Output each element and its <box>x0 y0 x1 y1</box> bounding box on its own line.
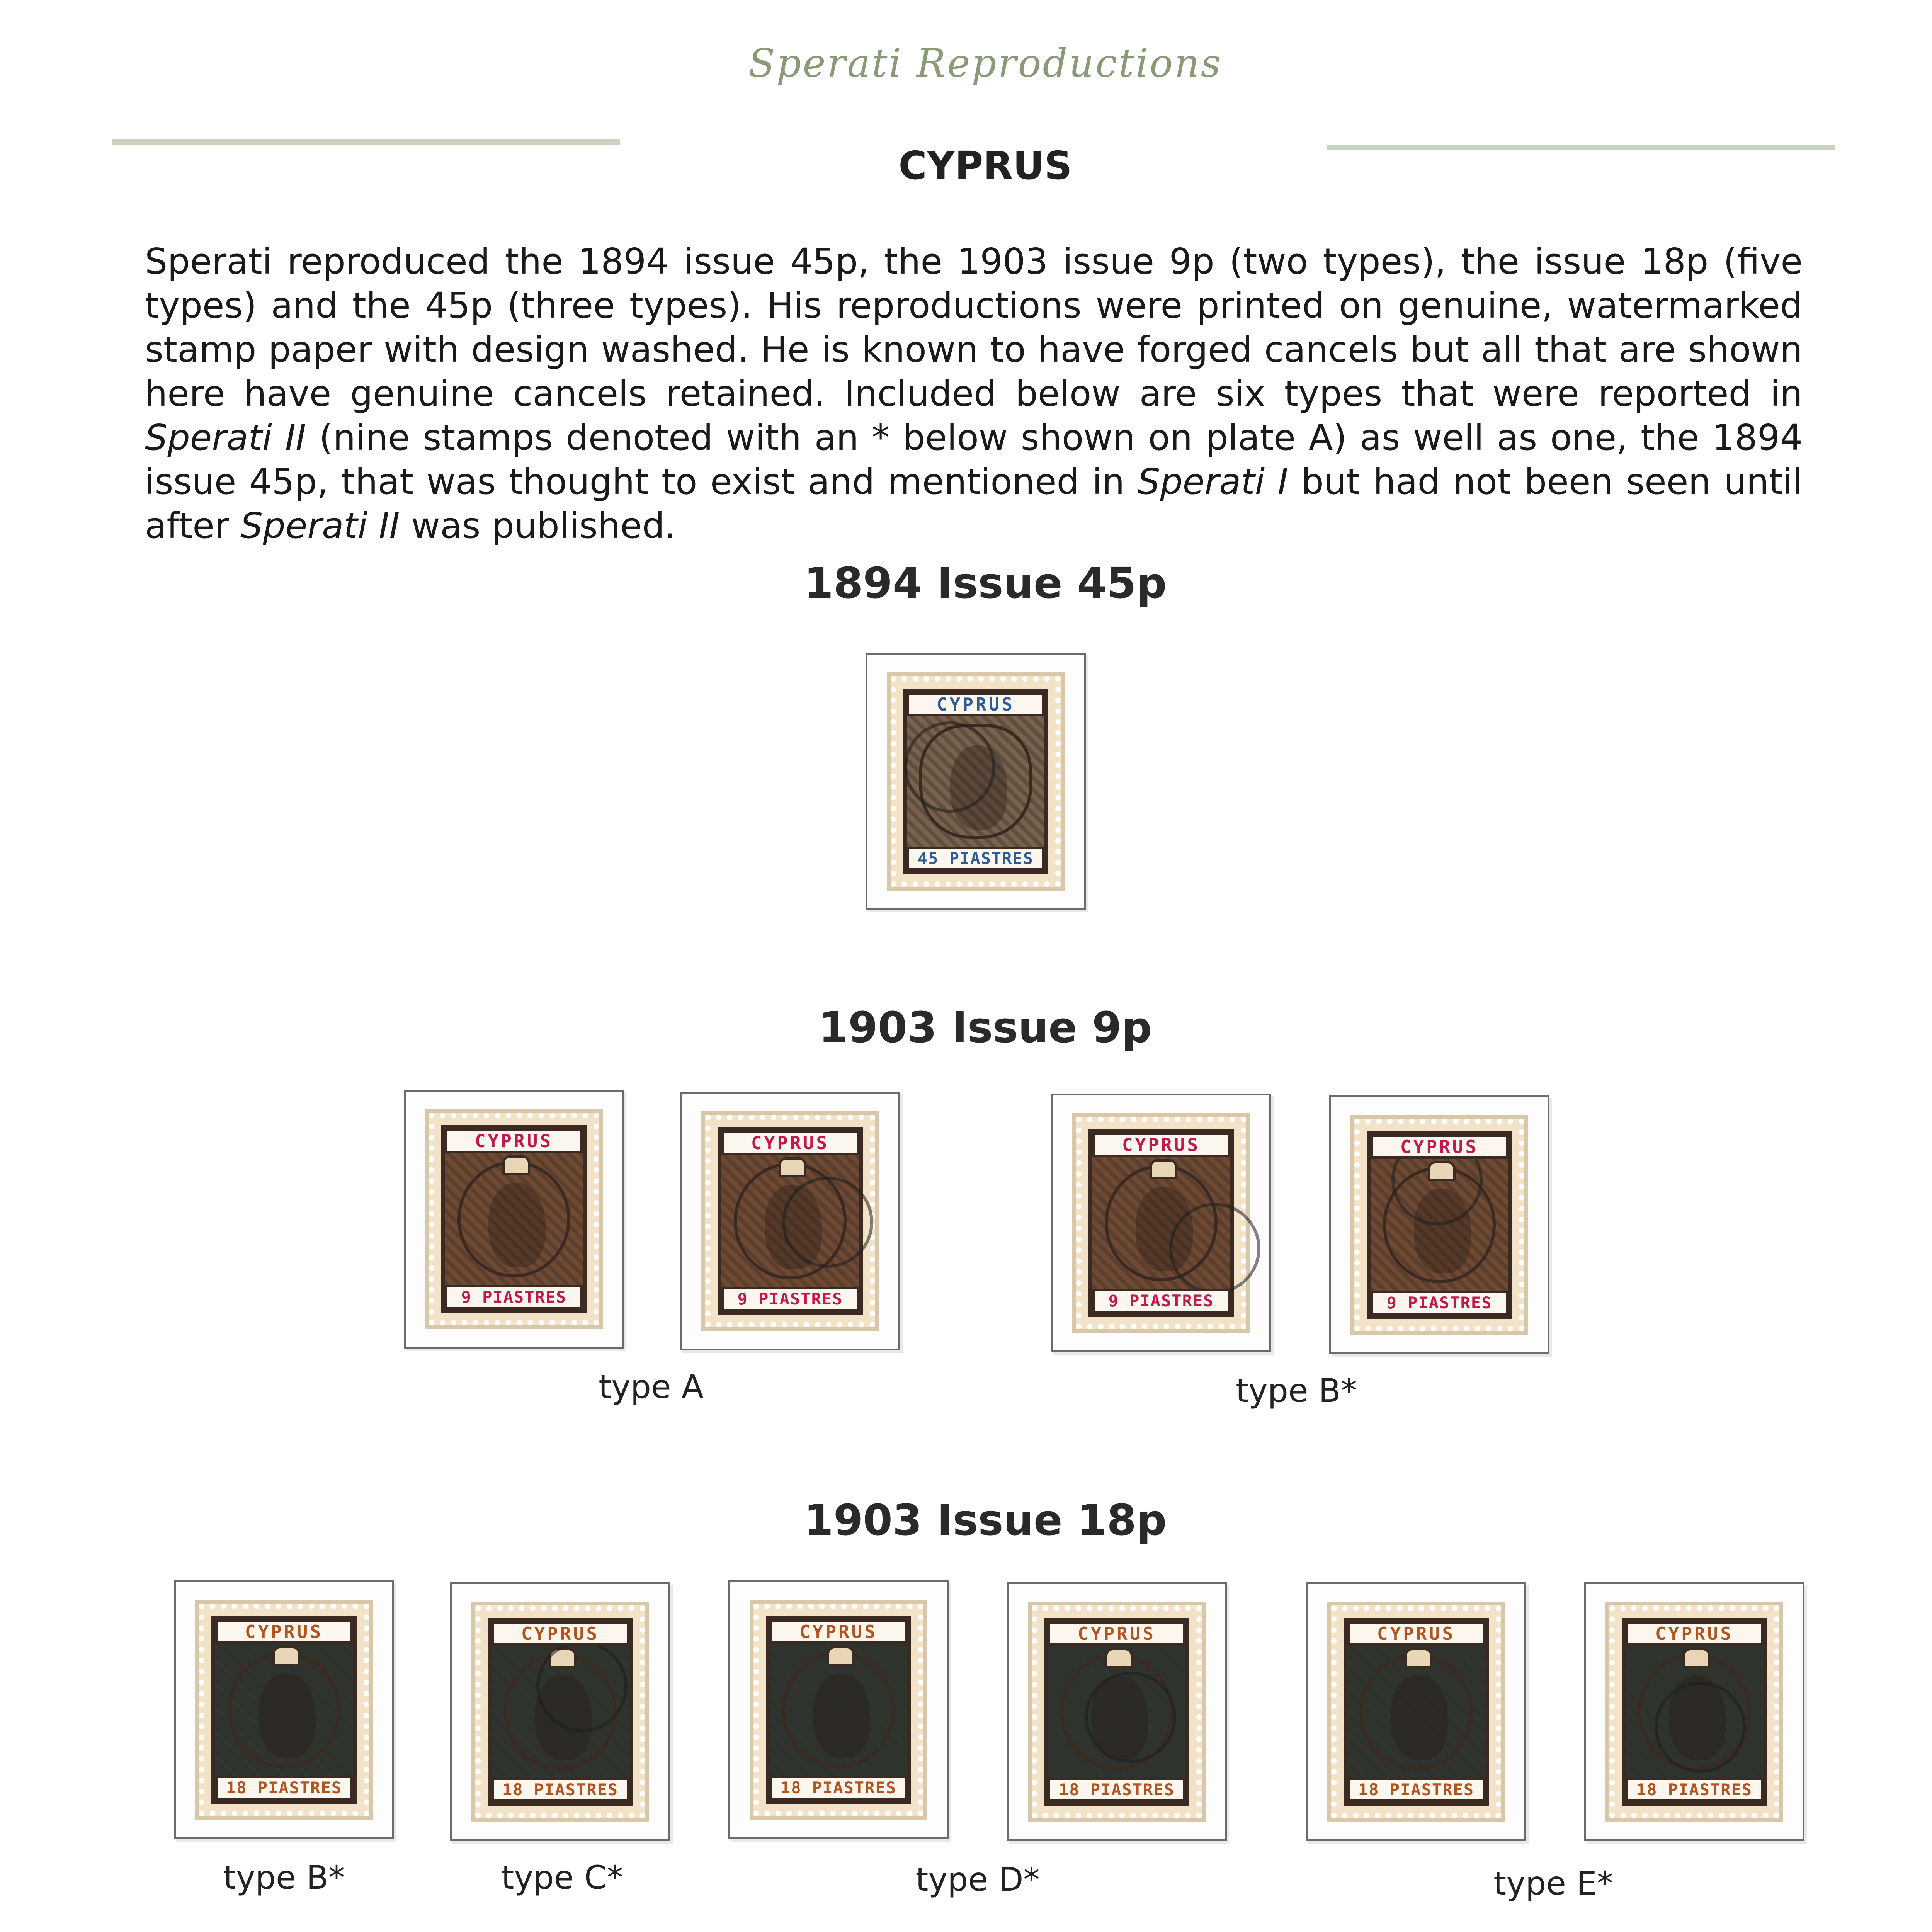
postmark-cancel <box>904 721 995 813</box>
stamp-crown <box>502 1155 530 1175</box>
stamp-crown <box>1683 1648 1711 1668</box>
intro-text-2: (nine stamps denoted with an * below shown on plate A) as well as one, the 1894 issue 45p, that was thought to exist and mentioned in <box>145 417 1803 502</box>
stamp-mount <box>1007 1582 1227 1841</box>
stamp-value-label: 18 PIASTRES <box>492 1778 629 1802</box>
caption-9p-type-a: type A <box>599 1368 704 1406</box>
stamp-mount <box>680 1092 900 1350</box>
stamp-value-label: 18 PIASTRES <box>770 1776 907 1800</box>
caption-18p-type-d: type D* <box>915 1861 1040 1898</box>
stamp-top-label: CYPRUS <box>1347 1622 1485 1646</box>
stamp-mount <box>728 1580 949 1839</box>
stamp-crown <box>1405 1648 1432 1668</box>
stamp-image <box>1331 1605 1501 1818</box>
stamp-top-label: CYPRUS <box>721 1131 859 1155</box>
stamp-image <box>1032 1605 1202 1818</box>
caption-18p-type-b: type B* <box>223 1859 345 1896</box>
caption-18p-type-c: type C* <box>501 1859 623 1896</box>
postmark-cancel <box>1085 1672 1176 1763</box>
caption-18p-type-e: type E* <box>1493 1864 1613 1902</box>
stamp-image <box>753 1604 923 1816</box>
stamp-mount <box>404 1090 624 1349</box>
stamp-value-label: 18 PIASTRES <box>1048 1778 1185 1802</box>
country-title: CYPRUS <box>898 143 1072 188</box>
stamp-value-label: 18 PIASTRES <box>215 1776 353 1800</box>
stamp-value-label: 9 PIASTRES <box>721 1287 859 1311</box>
stamp-top-label: CYPRUS <box>907 692 1044 716</box>
stamp-top-label: CYPRUS <box>1626 1622 1763 1646</box>
intro-italic-1: Sperati II <box>145 417 306 458</box>
stamp-mount <box>1051 1094 1271 1352</box>
stamp-image <box>1076 1117 1246 1329</box>
stamp-top-label: CYPRUS <box>770 1620 907 1644</box>
stamp-image <box>475 1605 645 1818</box>
stamp-image <box>429 1113 599 1325</box>
stamp-mount <box>174 1580 394 1839</box>
stamp-crown <box>1105 1648 1133 1668</box>
stamp-top-label: CYPRUS <box>1092 1133 1230 1157</box>
intro-text-3: but had not been seen until after <box>145 461 1803 546</box>
section-title-1903-18p: 1903 Issue 18p <box>804 1495 1167 1545</box>
stamp-value-label: 18 PIASTRES <box>1626 1778 1763 1802</box>
section-title-1894-45p: 1894 Issue 45p <box>804 558 1167 608</box>
postmark-cancel <box>1169 1203 1260 1294</box>
stamp-value-label: 9 PIASTRES <box>1371 1291 1508 1315</box>
stamp-crown <box>827 1646 855 1666</box>
stamp-portrait-head <box>813 1673 870 1758</box>
intro-paragraph <box>145 240 1803 548</box>
page-header-script: Sperati Reproductions <box>748 41 1223 86</box>
stamp-mount <box>1329 1095 1549 1354</box>
intro-text-1: Sperati reproduced the 1894 issue 45p, the 1903 issue 9p (two types), the issue 18p (five types) and the 45p (three types). His reproductions were printed on genuine, watermarked stamp paper with design washed. He is known to have forged cancels but all that are shown here have genuine cancels retained. Included below are six types that were reported in <box>145 241 1803 414</box>
stamp-mount <box>450 1582 670 1841</box>
stamp-value-label: 9 PIASTRES <box>445 1285 583 1309</box>
stamp-top-label: CYPRUS <box>492 1622 629 1646</box>
stamp-crown <box>272 1646 300 1666</box>
intro-italic-3: Sperati II <box>240 505 400 546</box>
stamp-image <box>1609 1605 1779 1818</box>
stamp-top-label: CYPRUS <box>445 1129 583 1153</box>
caption-9p-type-b: type B* <box>1236 1372 1357 1410</box>
stamp-portrait-head <box>488 1183 546 1267</box>
stamp-mount <box>1306 1582 1526 1841</box>
postmark-cancel <box>782 1177 873 1268</box>
stamp-mount <box>1584 1582 1804 1841</box>
stamp-image <box>891 676 1061 887</box>
stamp-portrait-head <box>259 1673 316 1758</box>
postmark-cancel <box>1655 1682 1746 1773</box>
stamp-portrait-head <box>1391 1675 1448 1760</box>
stamp-crown <box>779 1157 806 1177</box>
stamp-image <box>199 1604 369 1816</box>
stamp-value-label: 9 PIASTRES <box>1092 1289 1230 1313</box>
stamp-image <box>1354 1119 1524 1331</box>
stamp-top-label: CYPRUS <box>1048 1622 1185 1646</box>
intro-italic-2: Sperati I <box>1137 461 1288 502</box>
stamp-top-label: CYPRUS <box>215 1620 353 1644</box>
postmark-cancel <box>536 1641 628 1732</box>
stamp-value-label: 45 PIASTRES <box>907 847 1044 871</box>
stamp-mount <box>866 653 1086 910</box>
stamp-image <box>705 1115 875 1327</box>
stamp-crown <box>1150 1159 1177 1179</box>
intro-text-4: was published. <box>400 505 676 546</box>
section-title-1903-9p: 1903 Issue 9p <box>818 1003 1152 1052</box>
stamp-value-label: 18 PIASTRES <box>1347 1778 1485 1802</box>
stamp-top-label: CYPRUS <box>1371 1135 1508 1159</box>
